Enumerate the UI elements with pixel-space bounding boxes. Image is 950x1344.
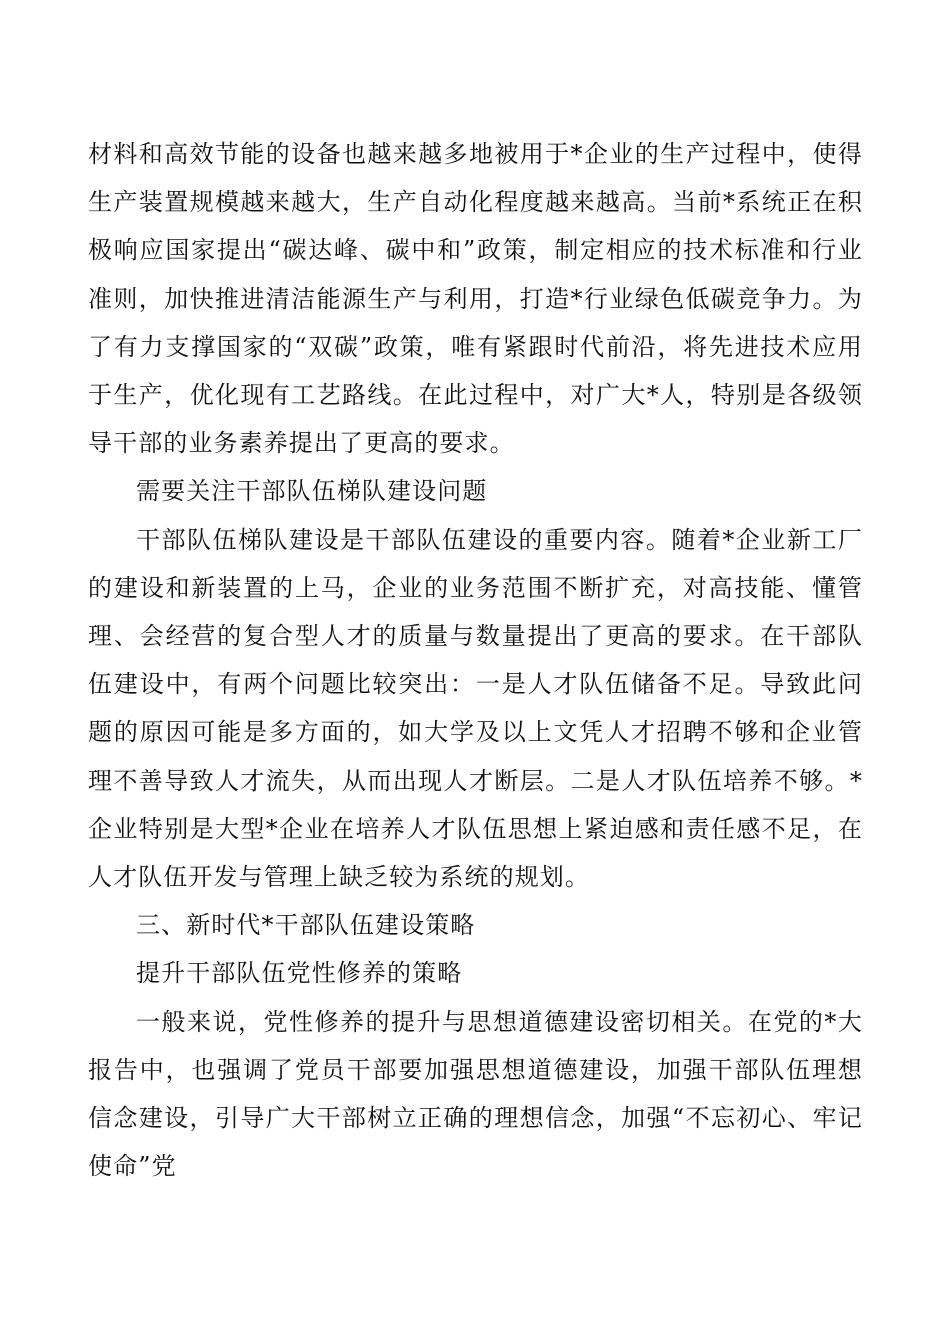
section-heading-cadre-echelon: 需要关注干部队伍梯队建设问题 — [136, 477, 488, 506]
paragraph-cadre-echelon: 干部队伍梯队建设是干部队伍建设的重要内容。随着*企业新工厂的建设和新装置的上马，企业的业务范围不断扩充，对高技能、懂管理、会经营的复合型人才的质量与数量提出了更高的要求。在干部队伍建设中，有两个问题比较突出：一是人才队伍储备不足。导致此问题的原因可能是多方面的，如大学及以上文凭人才招聘不够和企业管理不善导致人才流失，从而出现人才断层。二是人才队伍培养不够。*企业特别是大型*企业在培养人才队伍思想上紧迫感和责任感不足，在人才队伍开发与管理上缺乏较为系统的规划。 — [88, 525, 863, 892]
paragraph-intro-continuation: 材料和高效节能的设备也越来越多地被用于*企业的生产过程中，使得生产装置规模越来越大，生产自动化程度越来越高。当前*系统正在积极响应国家提出“碳达峰、碳中和”政策，制定相应的技术标准和行业准则，加快推进清洁能源生产与利用，打造*行业绿色低碳竞争力。为了有力支撑国家的“双碳”政策，唯有紧跟时代前沿，将先进技术应用于生产，优化现有工艺路线。在此过程中，对广大*人，特别是各级领导干部的业务素养提出了更高的要求。 — [88, 140, 863, 458]
document-body — [88, 130, 863, 1190]
section-heading-strategy: 三、新时代*干部队伍建设策略 — [136, 911, 476, 940]
subsection-heading-party-spirit: 提升干部队伍党性修养的策略 — [136, 959, 463, 988]
paragraph-party-spirit: 一般来说，党性修养的提升与思想道德建设密切相关。在党的*大报告中，也强调了党员干部要加强思想道德建设，加强干部队伍理想信念建设，引导广大干部树立正确的理想信念，加强“不忘初心、牢记使命”党 — [88, 1007, 863, 1181]
